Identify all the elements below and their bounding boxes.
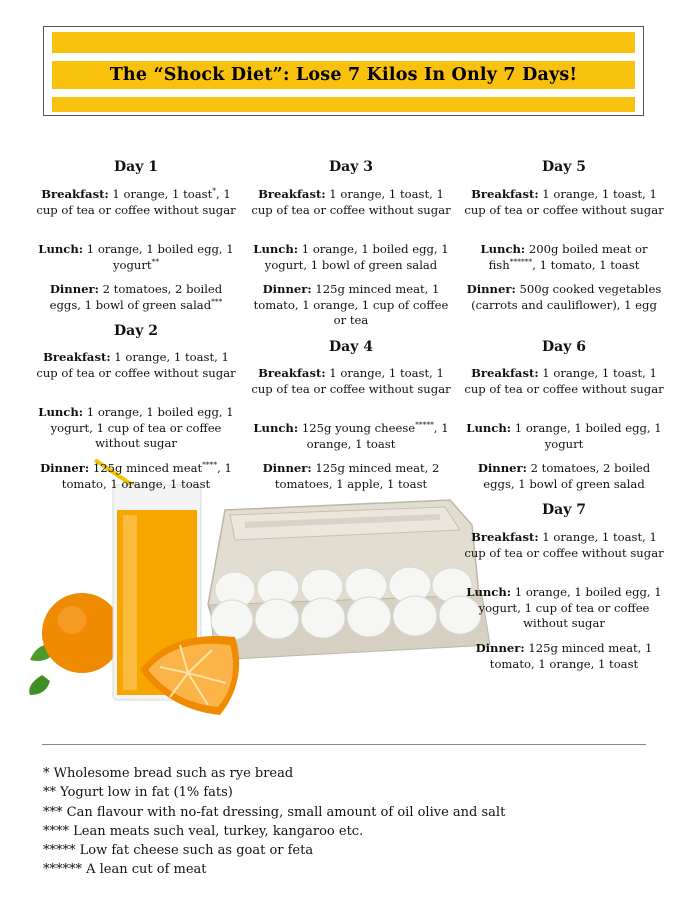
meal-text: 125g minced meat, 1 tomato, 1 orange, 1 cup of coffee or tea — [253, 282, 449, 327]
meal-text: 1 orange, 1 boiled egg, 1 yogurt — [514, 421, 662, 451]
meal-label: Lunch: — [466, 585, 512, 599]
meal-label: Breakfast: — [41, 187, 109, 201]
meal-text: , 1 cup of tea or coffee without sugar — [36, 187, 236, 217]
breakfast-entry — [251, 366, 451, 397]
meal-text: , 1 orange, 1 toast — [306, 421, 449, 451]
meal-text: 1 orange, 1 toast — [112, 187, 213, 201]
day-heading: Day 5 — [542, 159, 586, 175]
breakfast-entry — [36, 350, 236, 381]
meal-text: , 1 tomato, 1 orange, 1 toast — [61, 461, 232, 491]
meal-label: Breakfast: — [258, 366, 326, 380]
footnote: * Wholesome bread such as rye bread — [43, 766, 294, 781]
meal-label: Dinner: — [262, 282, 312, 296]
meal-label: Lunch: — [38, 405, 84, 419]
page-title: The “Shock Diet”: Lose 7 Kilos In Only 7 Days! — [109, 65, 578, 85]
footnotes — [43, 764, 505, 880]
footnote: ****** A lean cut of meat — [43, 862, 207, 878]
meal-label: Lunch: — [253, 421, 299, 435]
footnote: *** Can flavour with no-fat dressing, small amount of oil olive and salt — [43, 804, 506, 820]
meal-text: 1 orange, 1 boiled egg, 1 yogurt, 1 bowl of green salad — [264, 242, 449, 272]
dinner-entry — [464, 641, 664, 672]
meal-label: Breakfast: — [471, 187, 539, 201]
lunch-entry — [464, 585, 664, 632]
lunch-entry — [36, 242, 236, 273]
day-heading: Day 4 — [329, 339, 373, 355]
meal-label: Breakfast: — [471, 366, 539, 380]
breakfast-entry — [36, 187, 236, 218]
meal-text: 1 orange, 1 boiled egg, 1 yogurt, 1 cup of tea or coffee without sugar — [50, 405, 234, 450]
day-heading: Day 6 — [542, 339, 586, 355]
diet-food-illustration — [20, 455, 500, 725]
meal-text: 1 orange, 1 toast, 1 cup of tea or coffee without sugar — [251, 366, 451, 396]
dinner-entry — [464, 282, 664, 313]
lunch-entry — [464, 242, 664, 273]
day-heading: Day 7 — [542, 502, 586, 518]
meal-text: 1 orange, 1 toast, 1 cup of tea or coffee without sugar — [464, 187, 664, 217]
footnote-marker: ***** — [415, 420, 434, 430]
breakfast-entry — [464, 366, 664, 397]
lunch-entry — [36, 405, 236, 452]
meal-text: , 1 tomato, 1 toast — [532, 257, 640, 272]
dinner-entry — [251, 282, 451, 329]
dinner-entry — [251, 461, 451, 492]
breakfast-entry — [464, 187, 664, 218]
footnote-marker: ****** — [509, 256, 533, 266]
dinner-entry — [36, 461, 236, 492]
meal-text: 1 orange, 1 boiled egg, 1 yogurt — [86, 242, 234, 272]
footnote-marker: *** — [211, 296, 223, 306]
day-heading: Day 2 — [114, 323, 158, 339]
meal-label: Dinner: — [49, 282, 99, 296]
meal-label: Lunch: — [480, 242, 526, 256]
meal-label: Dinner: — [477, 461, 527, 475]
meal-text: 125g young cheese — [301, 421, 416, 435]
banner-stripe-bottom — [52, 97, 635, 112]
meal-label: Dinner: — [262, 461, 312, 475]
meal-text: 2 tomatoes, 2 boiled eggs, 1 bowl of green salad — [49, 282, 223, 312]
meal-text: 1 orange, 1 toast, 1 cup of tea or coffee without sugar — [36, 350, 236, 380]
breakfast-entry — [464, 530, 664, 561]
meal-text: 200g boiled meat or fish — [488, 242, 648, 272]
footnote-marker: **** — [202, 460, 218, 470]
meal-text: 500g cooked vegetables (carrots and cauliflower), 1 egg — [471, 282, 662, 312]
lunch-entry — [464, 421, 664, 452]
lunch-entry — [251, 242, 451, 273]
footnote-marker: ** — [151, 256, 160, 266]
meal-text: 2 tomatoes, 2 boiled eggs, 1 bowl of green salad — [483, 461, 651, 491]
meal-label: Lunch: — [253, 242, 299, 256]
meal-label: Dinner: — [40, 461, 90, 475]
banner-stripe-title — [52, 61, 635, 89]
dinner-entry — [464, 461, 664, 492]
meal-label: Breakfast: — [258, 187, 326, 201]
meal-text: 1 orange, 1 boiled egg, 1 yogurt, 1 cup of tea or coffee without sugar — [478, 585, 662, 630]
footnote-marker: * — [212, 186, 217, 196]
footnote: ** Yogurt low in fat (1% fats) — [43, 785, 233, 801]
day-heading: Day 1 — [114, 159, 158, 175]
meal-text: 1 orange, 1 toast, 1 cup of tea or coffee without sugar — [251, 187, 451, 217]
meal-text: 125g minced meat, 1 tomato, 1 orange, 1 toast — [489, 641, 653, 671]
meal-text: 125g minced meat, 2 tomatoes, 1 apple, 1 toast — [274, 461, 440, 491]
day-heading: Day 3 — [329, 159, 373, 175]
meal-label: Dinner: — [475, 641, 525, 655]
egg-carton-icon — [208, 500, 490, 660]
meal-text: 1 orange, 1 toast, 1 cup of tea or coffee without sugar — [464, 530, 664, 560]
meal-label: Lunch: — [466, 421, 512, 435]
breakfast-entry — [251, 187, 451, 218]
meal-label: Breakfast: — [43, 350, 111, 364]
lunch-entry — [251, 421, 451, 452]
meal-label: Dinner: — [466, 282, 516, 296]
orange-fruit-icon — [29, 593, 122, 695]
meal-label: Breakfast: — [471, 530, 539, 544]
meal-text: 1 orange, 1 toast, 1 cup of tea or coffee without sugar — [464, 366, 664, 396]
dinner-entry — [36, 282, 236, 313]
banner-stripe-top — [52, 32, 635, 53]
footnote-divider — [42, 744, 646, 745]
footnote: **** Lean meats such veal, turkey, kangaroo etc. — [43, 823, 364, 839]
meal-text: 125g minced meat — [92, 461, 203, 475]
meal-label: Lunch: — [38, 242, 84, 256]
footnote: ***** Low fat cheese such as goat or feta — [43, 843, 314, 859]
title-banner — [43, 26, 644, 116]
